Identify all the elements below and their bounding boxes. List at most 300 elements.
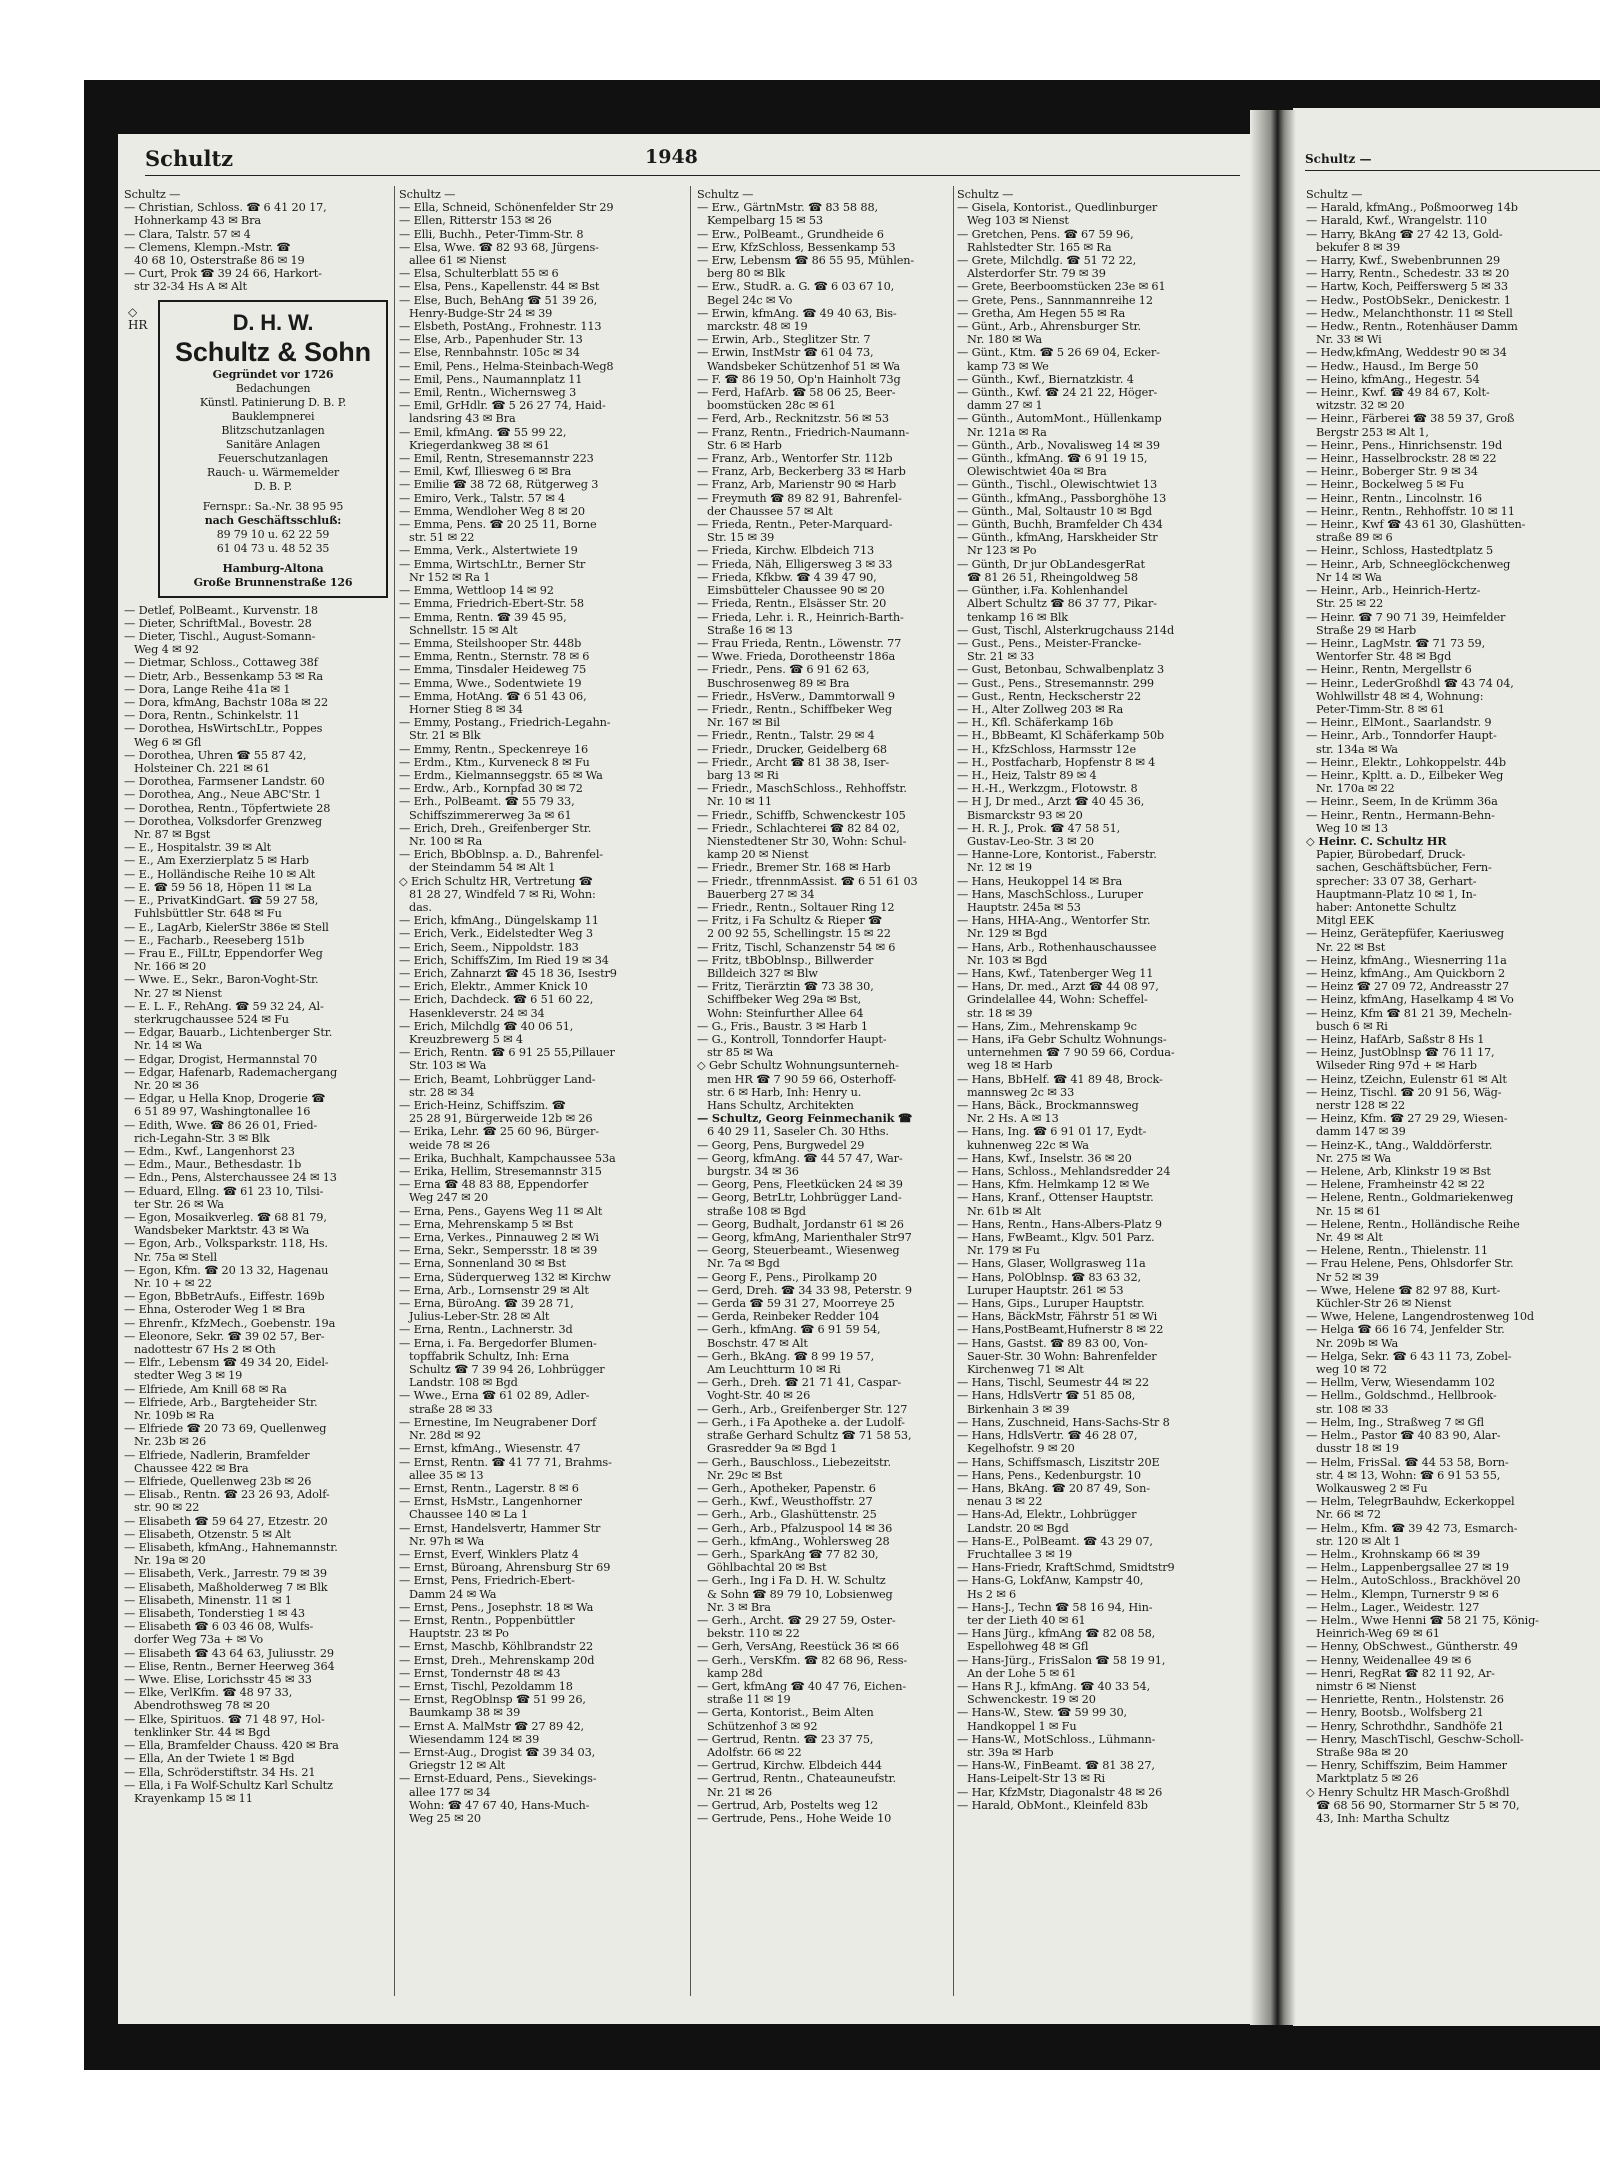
- directory-entry-line: Nr. 2 Hs. A ✉ 13: [967, 1112, 1059, 1126]
- directory-entry-line: — Dieter, Tischl., August-Somann-: [124, 630, 316, 644]
- directory-entry-line: — Erich, Dachdeck. ☎ 6 51 60 22,: [399, 993, 594, 1007]
- directory-entry-line: — Hans, BkAng. ☎ 20 87 49, Son-: [957, 1481, 1150, 1495]
- directory-entry-line: — Erdm., Kielmannseggstr. 65 ✉ Wa: [399, 768, 603, 782]
- directory-entry-line: — Günther, i.Fa. Kohlenhandel: [957, 584, 1128, 598]
- directory-entry-line: Nr. 27 ✉ Nienst: [134, 986, 222, 1000]
- directory-entry-line: — Elisab., Rentn. ☎ 23 26 93, Adolf-: [124, 1488, 330, 1502]
- directory-entry-line: rich-Legahn-Str. 3 ✉ Blk: [134, 1131, 270, 1145]
- directory-entry-line: 6 51 89 97, Washingtonallee 16: [134, 1105, 311, 1119]
- directory-entry-line: Nienstedtener Str 30, Wohn: Schul-: [707, 834, 907, 848]
- directory-column-5: [1306, 188, 1600, 2008]
- directory-entry-line: — H., Kfl. Schäferkamp 16b: [957, 716, 1114, 730]
- directory-entry-line: — Ernst, Tischl, Pezoldamm 18: [399, 1679, 573, 1693]
- directory-entry-line: Adolfstr. 66 ✉ 22: [707, 1745, 802, 1759]
- directory-entry-line: — Emma, Rentn., Sternstr. 78 ✉ 6: [399, 650, 590, 664]
- directory-entry-line: Mitgl EEK: [1316, 914, 1374, 928]
- column-rule: [953, 186, 954, 1996]
- directory-entry-line: — Dorothea, HsWirtschLtr., Poppes: [124, 722, 323, 736]
- ad-detail-line: 89 79 10 u. 62 22 59: [216, 527, 330, 541]
- directory-entry-line: ◇ Heinr. C. Schultz HR: [1306, 834, 1447, 848]
- directory-entry-line: — Ella, Schneid, Schönenfelder Str 29: [399, 201, 614, 215]
- directory-entry-line: — Gerh., kfmAng., Wohlersweg 28: [697, 1534, 890, 1548]
- directory-entry-line: — Ferd, Arb., Recknitzstr. 56 ✉ 53: [697, 412, 889, 426]
- directory-entry-line: — Helm., Wwe Henni ☎ 58 21 75, König-: [1306, 1613, 1539, 1627]
- directory-entry-line: — Fritz, tBbOblnsp., Billwerder: [697, 953, 874, 967]
- ad-detail-line: Rauch- u. Wärmemelder: [207, 465, 339, 479]
- directory-entry-line: — Helene, Rentn., Thielenstr. 11: [1306, 1244, 1488, 1258]
- directory-entry-line: — Hans, Schiffsmasch, Liszitstr 20E: [957, 1455, 1160, 1469]
- directory-entry-line: Wandsbeker Schützenhof 51 ✉ Wa: [707, 359, 900, 373]
- directory-entry-line: — Ernst, Maschb, Köhlbrandstr 22: [399, 1640, 594, 1654]
- directory-entry-line: — Christian, Schloss. ☎ 6 41 20 17,: [124, 201, 327, 215]
- directory-entry-line: — Erdw., Arb., Kornpfad 30 ✉ 72: [399, 782, 583, 796]
- directory-entry-line: — H. R. J., Prok. ☎ 47 58 51,: [957, 821, 1121, 835]
- directory-entry-line: — Erich, Verk., Eidelstedter Weg 3: [399, 927, 593, 941]
- directory-entry-line: — Erich, Zahnarzt ☎ 45 18 36, Isestr9: [399, 966, 617, 980]
- directory-entry-line: Alsterdorfer Str. 79 ✉ 39: [967, 267, 1106, 281]
- directory-entry-line: — Heinz, Tischl. ☎ 20 91 56, Wäg-: [1306, 1085, 1502, 1099]
- page-header: [145, 146, 1240, 176]
- directory-entry-line: — Ellen, Ritterstr 153 ✉ 26: [399, 214, 552, 228]
- ad-detail-line: Bedachungen: [235, 381, 311, 395]
- directory-entry-line: — H.-H., Werkzgm., Flotowstr. 8: [957, 782, 1138, 796]
- directory-entry-line: der Steindamm 54 ✉ Alt 1: [409, 861, 556, 875]
- directory-entry-line: — Heinr., Seem, In de Krümm 36a: [1306, 795, 1498, 809]
- directory-entry-line: — Heinr., Rentn, Mergellstr 6: [1306, 663, 1472, 677]
- directory-entry-line: — Edn., Pens, Alsterchaussee 24 ✉ 13: [124, 1171, 337, 1185]
- directory-entry-line: Rahlstedter Str. 165 ✉ Ra: [967, 240, 1112, 254]
- directory-entry-line: — Gerh, VersAng, Reestück 36 ✉ 66: [697, 1640, 900, 1654]
- directory-entry-line: Nr. 209b ✉ Wa: [1316, 1336, 1399, 1350]
- directory-entry-line: — Gust., Pens., Meister-Francke-: [957, 636, 1142, 650]
- column-4-entries: [957, 188, 1245, 1812]
- directory-entry-line: — E., Hospitalstr. 39 ✉ Alt: [124, 841, 272, 855]
- directory-entry-line: — Gerh., Arb., Glashüttenstr. 25: [697, 1508, 877, 1522]
- directory-entry-line: — Fritz, i Fa Schultz & Rieper ☎: [697, 914, 882, 928]
- directory-entry-line: — G., Fris., Baustr. 3 ✉ Harb 1: [697, 1019, 868, 1033]
- directory-entry-line: — Ella, i Fa Wolf-Schultz Karl Schultz: [124, 1778, 333, 1792]
- directory-entry-line: — Ehna, Osteroder Weg 1 ✉ Bra: [124, 1303, 306, 1317]
- directory-entry-line: — E., LagArb, KielerStr 386e ✉ Stell: [124, 920, 329, 934]
- directory-entry-line: straße 89 ✉ 6: [1316, 531, 1393, 545]
- directory-entry-line: — Hans-E., PolBeamt. ☎ 43 29 07,: [957, 1534, 1153, 1548]
- directory-entry-line: — Georg, Steuerbeamt., Wiesenweg: [697, 1244, 900, 1258]
- directory-entry-line: — Emil, Rentn., Wichernsweg 3: [399, 386, 577, 400]
- directory-entry-line: — Erich, Beamt, Lohbrügger Land-: [399, 1072, 596, 1086]
- directory-entry-line: — Erich, Dreh., Greifenberger Str.: [399, 821, 592, 835]
- directory-entry-line: — Günth., kfmAng. ☎ 6 91 19 15,: [957, 452, 1148, 466]
- directory-entry-line: Chaussee 140 ✉ La 1: [409, 1508, 528, 1522]
- directory-entry-line: — Heinz, Kfm ☎ 81 21 39, Mecheln-: [1306, 1006, 1512, 1020]
- directory-entry-line: — Friedr., Pens. ☎ 6 91 62 63,: [697, 663, 870, 677]
- directory-entry-line: Weg 4 ✉ 92: [134, 643, 199, 657]
- directory-entry-line: — Hans, Glaser, Wollgrasweg 11a: [957, 1257, 1146, 1271]
- directory-entry-line: — H., Heiz, Talstr 89 ✉ 4: [957, 768, 1097, 782]
- directory-entry-line: — Elfriede, Nadlerin, Bramfelder: [124, 1448, 310, 1462]
- directory-entry-line: Nr. 10 + ✉ 22: [134, 1276, 212, 1290]
- directory-entry-line: — Heino, kfmAng., Hegestr. 54: [1306, 372, 1480, 386]
- directory-entry-line: — Henry, Bootsb., Wolfsberg 21: [1306, 1706, 1484, 1720]
- directory-entry-line: Griegstr 12 ✉ Alt: [409, 1759, 506, 1773]
- directory-entry-line: ◇ Erich Schultz HR, Vertretung ☎: [399, 874, 593, 888]
- directory-entry-line: — Gerda ☎ 59 31 27, Moorreye 25: [697, 1297, 895, 1311]
- directory-entry-line: topffabrik Schultz, Inh: Erna: [409, 1349, 569, 1363]
- directory-entry-line: — Elfriede, Arb., Bargteheider Str.: [124, 1395, 318, 1409]
- column-running-head: Schultz —: [399, 188, 456, 201]
- directory-entry-line: — Helm., Klempn, Turnerstr 9 ✉ 6: [1306, 1587, 1499, 1601]
- directory-entry-line: — Emma, HotAng. ☎ 6 51 43 06,: [399, 689, 587, 703]
- directory-entry-line: — Emma, Pens. ☎ 20 25 11, Borne: [399, 518, 597, 532]
- header-rule: [145, 175, 1240, 176]
- directory-entry-line: 81 28 27, Windfeld 7 ✉ Ri, Wohn:: [409, 887, 596, 901]
- directory-entry-line: — Erich-Heinz, Schiffszim. ☎: [399, 1099, 566, 1113]
- column-2-entries: [399, 188, 679, 1825]
- directory-entry-line: 25 28 91, Bürgerweide 12b ✉ 26: [409, 1112, 593, 1126]
- directory-entry-line: — Ernst, Rentn. ☎ 41 77 71, Brahms-: [399, 1455, 612, 1469]
- directory-entry-line: Olewischtwiet 40a ✉ Bra: [967, 465, 1107, 479]
- directory-entry-line: — Hans, PolOblnsp. ☎ 83 63 32,: [957, 1270, 1141, 1284]
- directory-column-2: [399, 188, 679, 2008]
- directory-entry-line: ☎ 81 26 51, Rheingoldweg 58: [967, 570, 1138, 584]
- directory-entry-line: — Gerh., VersKfm. ☎ 82 68 96, Ress-: [697, 1653, 908, 1667]
- directory-entry-line: — Dieter, SchriftMal., Bovestr. 28: [124, 616, 312, 630]
- directory-entry-line: Hans-Leipelt-Str 13 ✉ Ri: [967, 1772, 1105, 1786]
- directory-entry-line: straße 28 ✉ 33: [409, 1402, 493, 1416]
- directory-entry-line: Grindelallee 44, Wohn: Scheffel-: [967, 993, 1148, 1007]
- directory-entry-line: haber: Antonette Schultz: [1316, 900, 1456, 914]
- directory-entry-line: — Ernst, Handelsvertr, Hammer Str: [399, 1521, 601, 1535]
- directory-entry-line: — Harry, BkAng ☎ 27 42 13, Gold-: [1306, 227, 1503, 241]
- directory-entry-line: — Hans, Tischl, Seumestr 44 ✉ 22: [957, 1376, 1150, 1390]
- directory-entry-line: men HR ☎ 7 90 59 66, Osterhoff-: [707, 1072, 897, 1086]
- directory-entry-line: — Dorothea, Farmsener Landstr. 60: [124, 775, 325, 789]
- directory-entry-line: Hs 2 ✉ 6: [967, 1587, 1017, 1601]
- directory-entry-line: — Helm, TelegrBauhdw, Eckerkoppel: [1306, 1495, 1515, 1509]
- directory-entry-line: — Friedr., Rentn., Soltauer Ring 12: [697, 900, 895, 914]
- directory-entry-line: — Emil, Kwf, Illiesweg 6 ✉ Bra: [399, 465, 572, 479]
- directory-entry-line: — Gerh., i Fa Apotheke a. der Ludolf-: [697, 1415, 905, 1429]
- directory-entry-line: — Dorothea, Rentn., Töpfertwiete 28: [124, 801, 331, 815]
- directory-entry-line: — Günth., Kwf., Biernatzkistr. 4: [957, 372, 1134, 386]
- directory-entry-line: — Hedw., Hausd., Im Berge 50: [1306, 359, 1479, 373]
- directory-entry-line: Nr. 3 ✉ Bra: [707, 1600, 771, 1614]
- directory-entry-line: — Frieda, Rentn., Peter-Marquard-: [697, 518, 893, 532]
- directory-entry-line: — Georg, Pens, Burgwedel 29: [697, 1138, 865, 1152]
- directory-entry-line: — Elisabeth ☎ 43 64 63, Juliusstr. 29: [124, 1646, 334, 1660]
- directory-entry-line: — Günth., Arb., Novalisweg 14 ✉ 39: [957, 438, 1160, 452]
- directory-entry-line: — Elisabeth ☎ 6 03 46 08, Wulfs-: [124, 1620, 314, 1634]
- directory-entry-line: Str. 21 ✉ 33: [967, 650, 1035, 664]
- directory-entry-line: busch 6 ✉ Ri: [1316, 1019, 1388, 1033]
- directory-entry-line: — Helga ☎ 66 16 74, Jenfelder Str.: [1306, 1323, 1505, 1337]
- directory-entry-line: Hauptstr. 245a ✉ 53: [967, 900, 1081, 914]
- directory-entry-line: — Else, Rennbahnstr. 105c ✉ 34: [399, 346, 580, 360]
- directory-entry-line: Nr. 49 ✉ Alt: [1316, 1231, 1383, 1245]
- directory-entry-line: Abendrothsweg 78 ✉ 20: [134, 1699, 270, 1713]
- directory-entry-line: — Heinr., LagMstr. ☎ 71 73 59,: [1306, 636, 1486, 650]
- directory-entry-line: — Gretchen, Pens. ☎ 67 59 96,: [957, 227, 1134, 241]
- directory-entry-line: — Hans, Dr. med., Arzt ☎ 44 08 97,: [957, 980, 1159, 994]
- directory-entry-line: — Hans, Pens., Kedenburgstr. 10: [957, 1468, 1141, 1482]
- directory-entry-line: — Egon, Mosaikverleg. ☎ 68 81 79,: [124, 1210, 327, 1224]
- directory-entry-line: weide 78 ✉ 26: [409, 1138, 490, 1152]
- directory-entry-line: — Heinr., ElMont., Saarlandstr. 9: [1306, 716, 1492, 730]
- directory-entry-line: — Edgar, Drogist, Hermannstal 70: [124, 1052, 318, 1066]
- column-5-entries: [1306, 188, 1600, 1825]
- directory-entry-line: Landstr. 20 ✉ Bgd: [967, 1521, 1069, 1535]
- directory-entry-line: damm 27 ✉ 1: [967, 399, 1043, 413]
- directory-entry-line: — Dorothea, Volksdorfer Grenzweg: [124, 814, 322, 828]
- directory-entry-line: — Dorothea, Ang., Neue ABC'Str. 1: [124, 788, 322, 802]
- directory-entry-line: Hauptmann-Platz 10 ✉ 1, In-: [1316, 887, 1477, 901]
- directory-entry-line: — Hans, Zuschneid, Hans-Sachs-Str 8: [957, 1415, 1170, 1429]
- directory-entry-line: 40 68 10, Osterstraße 86 ✉ 19: [134, 254, 305, 268]
- directory-entry-line: Hans Schultz, Architekten: [707, 1099, 854, 1113]
- directory-entry-line: Nr. 12 ✉ 19: [967, 861, 1032, 875]
- directory-entry-line: — Erh., PolBeamt. ☎ 55 79 33,: [399, 795, 575, 809]
- directory-entry-line: Voght-Str. 40 ✉ 26: [707, 1389, 811, 1403]
- directory-entry-line: — Frieda, Kirchw. Elbdeich 713: [697, 544, 875, 558]
- directory-entry-line: — Elke, Spirituos. ☎ 71 48 97, Hol-: [124, 1712, 325, 1726]
- directory-entry-line: straße 108 ✉ Bgd: [707, 1204, 806, 1218]
- directory-entry-line: Str. 21 ✉ Blk: [409, 729, 481, 743]
- directory-entry-line: — Emma, Wettloop 14 ✉ 92: [399, 584, 554, 598]
- directory-entry-line: — Harald, Kwf., Wrangelstr. 110: [1306, 214, 1487, 228]
- directory-entry-line: — Gust, Tischl, Alsterkrugchauss 214d: [957, 623, 1175, 637]
- directory-entry-line: — Hans, FwBeamt., Klgv. 501 Parz.: [957, 1231, 1155, 1245]
- directory-entry-line: An der Lohe 5 ✉ 61: [967, 1666, 1077, 1680]
- directory-entry-line: — Elisabeth, Maßholderweg 7 ✉ Blk: [124, 1580, 328, 1594]
- directory-entry-line: — Hans R J., kfmAng. ☎ 40 33 54,: [957, 1679, 1151, 1693]
- book-gutter: [1250, 110, 1296, 2025]
- directory-column-1: [124, 188, 392, 2008]
- directory-entry-line: — Hedw., Melanchthonstr. 11 ✉ Stell: [1306, 306, 1513, 320]
- ad-details: [166, 368, 380, 590]
- directory-entry-line: marckstr. 48 ✉ 19: [707, 320, 808, 334]
- directory-entry-line: — Hans-Jürg., FrisSalon ☎ 58 19 91,: [957, 1653, 1166, 1667]
- directory-entry-line: — Heinr., Arb., Tonndorfer Haupt-: [1306, 729, 1497, 743]
- directory-entry-line: nimstr 6 ✉ Nienst: [1316, 1679, 1417, 1693]
- directory-entry-line: — Erika, Buchhalt, Kampchaussee 53a: [399, 1151, 616, 1165]
- directory-entry-line: — Egon, BbBetrAufs., Eiffestr. 169b: [124, 1290, 325, 1304]
- ad-detail-line: 61 04 73 u. 48 52 35: [216, 541, 330, 555]
- directory-entry-line: — Wwe, Helene, Langendrostenweg 10d: [1306, 1310, 1534, 1324]
- directory-entry-line: — E. L. F., RehAng. ☎ 59 32 24, Al-: [124, 999, 324, 1013]
- directory-entry-line: — Wwe. Frieda, Dorotheenstr 186a: [697, 650, 896, 664]
- directory-entry-line: Nr 52 ✉ 39: [1316, 1270, 1379, 1284]
- directory-entry-line: — Egon, Arb., Volksparkstr. 118, Hs.: [124, 1237, 328, 1251]
- directory-entry-line: — Hans-W., FinBeamt. ☎ 81 38 27,: [957, 1759, 1155, 1773]
- directory-entry-line: — Heinz, tZeichn, Eulenstr 61 ✉ Alt: [1306, 1072, 1507, 1086]
- directory-entry-line: — Wwe., Erna ☎ 61 02 89, Adler-: [399, 1389, 590, 1403]
- directory-entry-line: — Clemens, Klempn.-Mstr. ☎: [124, 240, 291, 254]
- directory-entry-line: Kriegerdankweg 38 ✉ 61: [409, 438, 550, 452]
- directory-entry-line: Nr. 20 ✉ 36: [134, 1078, 199, 1092]
- directory-entry-line: Bismarckstr 93 ✉ 20: [967, 808, 1083, 822]
- directory-entry-line: — Erna, Pens., Gayens Weg 11 ✉ Alt: [399, 1204, 603, 1218]
- directory-entry-line: — Emma, WirtschLtr., Berner Str: [399, 557, 586, 571]
- directory-entry-line: — Ernst-Eduard, Pens., Sievekings-: [399, 1772, 597, 1786]
- directory-entry-line: — Friedr., Drucker, Geidelberg 68: [697, 742, 887, 756]
- directory-entry-line: — Edgar, Hafenarb, Rademachergang: [124, 1065, 338, 1079]
- directory-entry-line: — Günth., AutomMont., Hüllenkamp: [957, 412, 1162, 426]
- directory-entry-line: — Gertrud, Arb, Postelts weg 12: [697, 1798, 879, 1812]
- directory-entry-line: — Gust., Rentn, Heckscherstr 22: [957, 689, 1142, 703]
- directory-entry-line: — Ernst, Pens, Friedrich-Ebert-: [399, 1574, 575, 1588]
- directory-entry-line: — Erich, Elektr., Ammer Knick 10: [399, 980, 588, 994]
- directory-entry-line: — Henry, MaschTischl, Geschw-Scholl-: [1306, 1732, 1524, 1746]
- directory-entry-line: kamp 20 ✉ Nienst: [707, 848, 809, 862]
- directory-entry-line: ter Str. 26 ✉ Wa: [134, 1197, 224, 1211]
- directory-entry-line: — Emiro, Verk., Talstr. 57 ✉ 4: [399, 491, 566, 505]
- directory-entry-line: — Curt, Prok ☎ 39 24 66, Harkort-: [124, 267, 322, 281]
- directory-entry-line: — Gerh., kfmAng. ☎ 6 91 59 54,: [697, 1323, 881, 1337]
- directory-entry-line: — Emmy, Rentn., Speckenreye 16: [399, 742, 589, 756]
- directory-entry-line: — Gerh., SparkAng ☎ 77 82 30,: [697, 1547, 879, 1561]
- directory-entry-line: — Günt., Ktm. ☎ 5 26 69 04, Ecker-: [957, 346, 1160, 360]
- directory-entry-line: tenklinker Str. 44 ✉ Bgd: [134, 1725, 271, 1739]
- directory-entry-line: — Heinz, kfmAng., Am Quickborn 2: [1306, 966, 1506, 980]
- directory-entry-line: Nr. 19a ✉ 20: [134, 1554, 206, 1568]
- directory-entry-line: — Grete, Milchdlg. ☎ 51 72 22,: [957, 254, 1137, 268]
- directory-entry-line: Nr. 179 ✉ Fu: [967, 1244, 1040, 1258]
- directory-entry-line: — Henny, Weidenallee 49 ✉ 6: [1306, 1653, 1472, 1667]
- column-running-head: Schultz —: [1306, 188, 1363, 201]
- directory-entry-line: — Heinr., Rentn., Hermann-Behn-: [1306, 808, 1495, 822]
- directory-entry-line: str. 39a ✉ Harb: [967, 1745, 1054, 1759]
- directory-entry-line: Nr. 103 ✉ Bgd: [967, 953, 1048, 967]
- directory-entry-line: — Ernst, kfmAng., Wiesenstr. 47: [399, 1442, 581, 1456]
- directory-entry-line: Str. 15 ✉ 39: [707, 531, 775, 545]
- directory-entry-line: — Frieda, Kfkbw. ☎ 4 39 47 90,: [697, 570, 877, 584]
- directory-entry-line: witzstr. 32 ✉ 20: [1316, 399, 1405, 413]
- directory-entry-line: Hasenkleverstr. 24 ✉ 34: [409, 1006, 545, 1020]
- directory-entry-line: — Erich, BbOblnsp. a. D., Bahrenfel-: [399, 848, 603, 862]
- directory-entry-line: — Henri, RegRat ☎ 82 11 92, Ar-: [1306, 1666, 1495, 1680]
- directory-entry-line: Nr. 61b ✉ Alt: [967, 1204, 1041, 1218]
- header-year: 1948: [645, 146, 698, 168]
- directory-entry-line: landsring 43 ✉ Bra: [409, 412, 516, 426]
- directory-entry-line: — Hans, Kranf., Ottenser Hauptstr.: [957, 1191, 1154, 1205]
- directory-entry-line: — Heinr., Kwf. ☎ 49 84 67, Kolt-: [1306, 386, 1490, 400]
- company-advertisement: [128, 300, 388, 598]
- directory-entry-line: Krayenkamp 15 ✉ 11: [134, 1791, 253, 1805]
- directory-entry-line: — Elfriede, Am Knill 68 ✉ Ra: [124, 1382, 287, 1396]
- ad-detail-line: Hamburg-Altona: [222, 561, 324, 575]
- directory-entry-line: — Günth., Kwf. ☎ 24 21 22, Höger-: [957, 386, 1158, 400]
- directory-entry-line: — Günth., Tischl., Olewischtwiet 13: [957, 478, 1157, 492]
- directory-entry-line: Kreuzbrewerg 5 ✉ 4: [409, 1033, 523, 1046]
- directory-entry-line: — Elli, Buchh., Peter-Timm-Str. 8: [399, 227, 584, 241]
- directory-entry-line: Chaussee 422 ✉ Bra: [134, 1461, 249, 1475]
- directory-entry-line: — Egon, Kfm. ☎ 20 13 32, Hagenau: [124, 1263, 329, 1277]
- directory-entry-line: — Ernst, Büroang, Ahrensburg Str 69: [399, 1561, 611, 1575]
- directory-entry-line: — Heinr., Boberger Str. 9 ✉ 34: [1306, 465, 1478, 479]
- directory-entry-line: Wandsbeker Marktstr. 43 ✉ Wa: [134, 1224, 310, 1238]
- directory-entry-line: — Elsbeth, PostAng., Frohnestr. 113: [399, 320, 602, 334]
- directory-entry-line: — Emmy, Postang., Friedrich-Legahn-: [399, 716, 611, 730]
- directory-entry-line: — Detlef, PolBeamt., Kurvenstr. 18: [124, 603, 318, 617]
- directory-entry-line: — Hans-W., MotSchloss., Lühmann-: [957, 1732, 1156, 1746]
- directory-entry-line: — Friedr., Bremer Str. 168 ✉ Harb: [697, 861, 891, 875]
- directory-entry-line: — Georg, Pens, Fleetkücken 24 ✉ 39: [697, 1178, 903, 1192]
- ad-detail-line: Fernspr.: Sa.-Nr. 38 95 95: [202, 499, 344, 513]
- directory-entry-line: — E., Am Exerzierplatz 5 ✉ Harb: [124, 854, 309, 868]
- directory-entry-line: — Gertrud, Rentn. ☎ 23 37 75,: [697, 1732, 874, 1746]
- directory-entry-line: — Erna, Arb., Lornsenstr 29 ✉ Alt: [399, 1283, 589, 1297]
- directory-entry-line: Boschstr. 47 ✉ Alt: [707, 1336, 808, 1350]
- directory-entry-line: — Erika, Lehr. ☎ 25 60 96, Bürger-: [399, 1125, 599, 1139]
- directory-entry-line: — Ernestine, Im Neugrabener Dorf: [399, 1415, 597, 1429]
- directory-entry-line: Eimsbütteler Chaussee 90 ✉ 20: [707, 584, 885, 598]
- directory-entry-line: — Heinz, Kfm. ☎ 27 29 29, Wiesen-: [1306, 1112, 1508, 1126]
- ad-detail-line: Gegründet vor 1726: [212, 367, 334, 381]
- directory-entry-line: — Gerh., Arb., Pfalzuspool 14 ✉ 36: [697, 1521, 893, 1535]
- directory-entry-line: — Hans, Ing. ☎ 6 91 01 17, Eydt-: [957, 1125, 1147, 1139]
- column-running-head: Schultz —: [957, 188, 1014, 201]
- directory-entry-line: — Georg, kfmAng, Marienthaler Str97: [697, 1231, 912, 1245]
- directory-entry-line: — Gerh., Apotheker, Papenstr. 6: [697, 1481, 876, 1495]
- directory-entry-line: — Ehrenfr., KfzMech., Goebenstr. 19a: [124, 1316, 336, 1330]
- directory-entry-line: — Gerh., Kwf., Weusthoffstr. 27: [697, 1495, 873, 1509]
- directory-entry-line: — Helm, FrisSal. ☎ 44 53 58, Born-: [1306, 1455, 1509, 1469]
- directory-entry-line: — Erw, KfzSchloss, Bessenkamp 53: [697, 240, 896, 254]
- directory-entry-line: — Heinr., Arb, Schneeglöckchenweg: [1306, 557, 1511, 571]
- directory-entry-line: Nr. 180 ✉ Wa: [967, 333, 1042, 347]
- directory-entry-line: — Heinz ☎ 27 09 72, Andreasstr 27: [1306, 980, 1510, 994]
- directory-entry-line: — Hans-G, LokfAnw, Kampstr 40,: [957, 1574, 1144, 1588]
- directory-entry-line: — Heinr., Rentn., Rehhoffstr. 10 ✉ 11: [1306, 504, 1515, 518]
- directory-entry-line: — Heinr., Hasselbrockstr. 28 ✉ 22: [1306, 452, 1497, 466]
- directory-entry-line: — Hans, iFa Gebr Schultz Wohnungs-: [957, 1033, 1167, 1046]
- directory-entry-line: sprecher: 33 07 38, Gerhart-: [1316, 874, 1477, 888]
- directory-entry-line: — Gerd, Dreh. ☎ 34 33 98, Peterstr. 9: [697, 1283, 912, 1297]
- directory-entry-line: Küchler-Str 26 ✉ Nienst: [1316, 1297, 1452, 1311]
- directory-entry-line: — Helene, Framheinstr 42 ✉ 22: [1306, 1178, 1485, 1192]
- directory-entry-line: — Eleonore, Sekr. ☎ 39 02 57, Ber-: [124, 1329, 325, 1343]
- directory-entry-line: — Elisabeth, Verk., Jarrestr. 79 ✉ 39: [124, 1567, 327, 1581]
- directory-entry-line: Str. 6 ✉ Harb: [707, 438, 782, 452]
- directory-entry-line: — Heinr., LederGroßhdl ☎ 43 74 04,: [1306, 676, 1514, 690]
- directory-entry-line: — Erna, Sonnenland 30 ✉ Bst: [399, 1257, 566, 1271]
- right-page-header: Schultz —: [1305, 152, 1372, 166]
- directory-entry-line: — Hans, Kwf., Tatenberger Weg 11: [957, 966, 1154, 980]
- directory-entry-line: — Hedw., PostObSekr., Denickestr. 1: [1306, 293, 1511, 307]
- directory-entry-line: — Hans, Zim., Mehrenskamp 9c: [957, 1019, 1137, 1033]
- directory-entry-line: — Elfr., Lebensm ☎ 49 34 20, Eidel-: [124, 1356, 329, 1370]
- directory-entry-line: Hohnerkamp 43 ✉ Bra: [134, 214, 262, 228]
- directory-entry-line: — Günth., Mal, Soltaustr 10 ✉ Bgd: [957, 504, 1153, 518]
- directory-entry-line: — Hans, BäckMstr, Fährstr 51 ✉ Wi: [957, 1310, 1158, 1324]
- directory-entry-line: — Frau E., FilLtr, Eppendorfer Weg: [124, 946, 323, 960]
- directory-entry-line: Begel 24c ✉ Vo: [707, 293, 793, 307]
- directory-entry-line: Nr. 7a ✉ Bgd: [707, 1257, 780, 1271]
- directory-entry-line: — Günt., Arb., Ahrensburger Str.: [957, 320, 1141, 334]
- directory-entry-line: — Harry, Rentn., Schedestr. 33 ✉ 20: [1306, 267, 1510, 281]
- directory-entry-line: — Hans, HdlsVertr. ☎ 46 28 07,: [957, 1429, 1138, 1443]
- directory-entry-line: — Heinr., Arb., Heinrich-Hertz-: [1306, 584, 1481, 598]
- directory-entry-line: — Harald, ObMont., Kleinfeld 83b: [957, 1798, 1148, 1812]
- directory-entry-line: Luruper Hauptstr. 261 ✉ 53: [967, 1283, 1124, 1297]
- directory-entry-line: allee 177 ✉ 34: [409, 1785, 491, 1799]
- directory-entry-line: — Hans, HdlsVertr ☎ 51 85 08,: [957, 1389, 1136, 1403]
- directory-entry-line: kamp 28d: [707, 1666, 763, 1680]
- directory-entry-line: — Heinr., Rentn., Lincolnstr. 16: [1306, 491, 1482, 505]
- directory-entry-line: Schiffszimmererweg 3a ✉ 61: [409, 808, 572, 822]
- directory-entry-line: — E., PrivatKindGart. ☎ 59 27 58,: [124, 894, 319, 908]
- directory-entry-line: Weg 103 ✉ Nienst: [967, 214, 1069, 228]
- directory-entry-line: — Günth., kfmAng., Passborghöhe 13: [957, 491, 1167, 505]
